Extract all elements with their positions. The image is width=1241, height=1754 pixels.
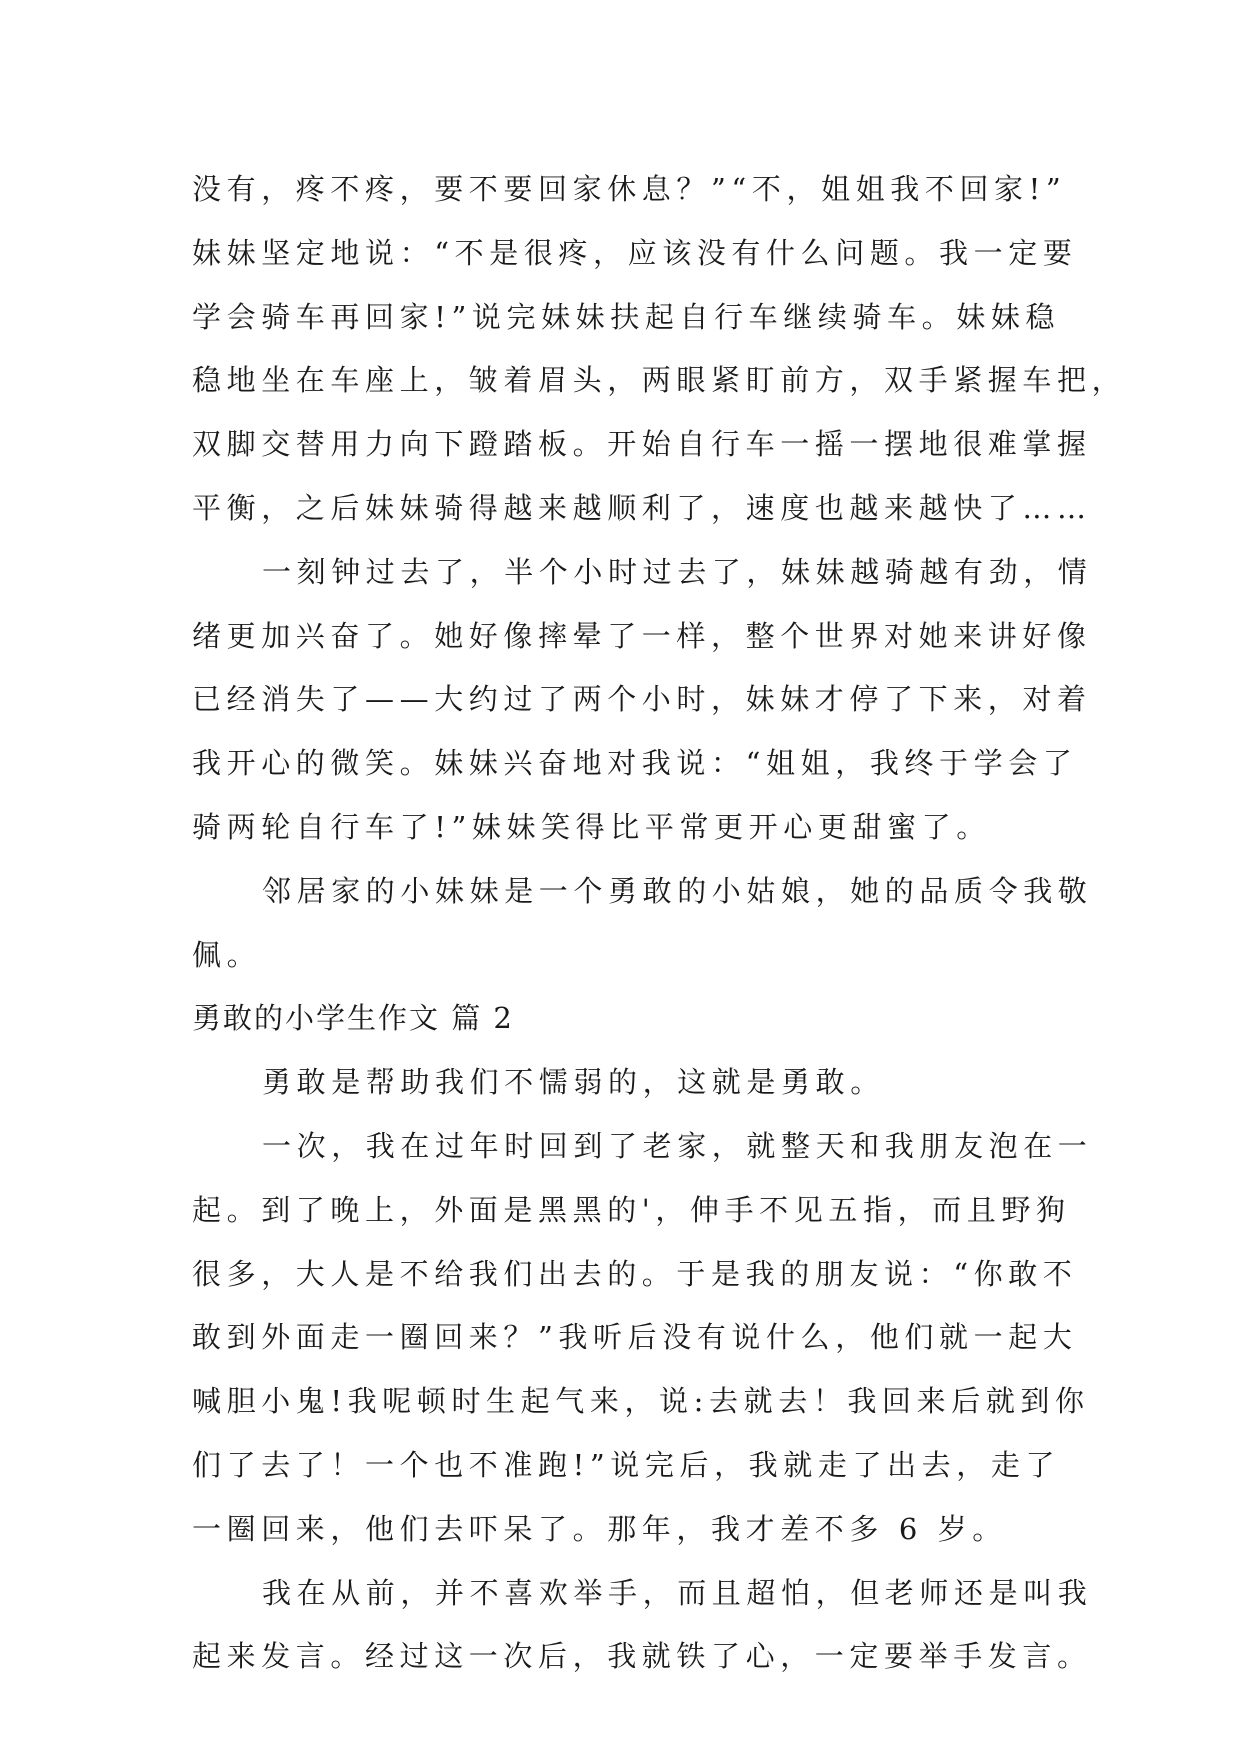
text-line: 很多，大人是不给我们出去的。于是我的朋友说：“你敢不	[192, 1256, 1078, 1291]
document-page	[192, 158, 1127, 1689]
text-line: 们了去了！一个也不准跑!”说完后，我就走了出去，走了	[192, 1447, 1061, 1482]
text-line: 妹妹坚定地说：“不是很疼，应该没有什么问题。我一定要	[192, 235, 1078, 270]
text-line: 没有，疼不疼，要不要回家休息？”“不，姐姐我不回家!”	[192, 172, 1067, 206]
document-body	[192, 158, 1127, 1689]
text-line: 平衡，之后妹妹骑得越来越顺利了，速度也越来越快了……	[192, 490, 1092, 525]
text-line: 骑两轮自行车了!”妹妹笑得比平常更开心更甜蜜了。	[192, 809, 991, 844]
text-line: 已经消失了——大约过了两个小时，妹妹才停了下来，对着	[192, 682, 1092, 717]
text-line: 学会骑车再回家!”说完妹妹扶起自行车继续骑车。妹妹稳	[192, 299, 1061, 334]
text-line: 一刻钟过去了，半个小时过去了，妹妹越骑越有劲，情	[262, 554, 1093, 589]
text-line: 邻居家的小妹妹是一个勇敢的小姑娘，她的品质令我敬	[262, 873, 1093, 908]
text-line: 佩。	[192, 937, 262, 972]
text-line: 一次，我在过年时回到了老家，就整天和我朋友泡在一	[262, 1128, 1093, 1163]
text-line: 我开心的微笑。妹妹兴奋地对我说：“姐姐，我终于学会了	[192, 746, 1078, 781]
text-line: 喊胆小鬼!我呢顿时生起气来，说:去就去！我回来后就到你	[192, 1384, 1090, 1419]
text-line: 一圈回来，他们去吓呆了。那年，我才差不多 6 岁。	[192, 1511, 1007, 1546]
text-line: 敢到外面走一圈回来？”我听后没有说什么，他们就一起大	[192, 1320, 1078, 1355]
text-line: 起来发言。经过这一次后，我就铁了心，一定要举手发言。	[192, 1639, 1092, 1674]
text-line: 稳地坐在车座上，皱着眉头，两眼紧盯前方，双手紧握车把，	[192, 363, 1127, 398]
text-line: 我在从前，并不喜欢举手，而且超怕，但老师还是叫我	[262, 1575, 1093, 1610]
text-line: 绪更加兴奋了。她好像摔晕了一样，整个世界对她来讲好像	[192, 618, 1092, 653]
text-line: 双脚交替用力向下蹬踏板。开始自行车一摇一摆地很难掌握	[192, 427, 1092, 462]
text-line: 勇敢是帮助我们不懦弱的，这就是勇敢。	[262, 1065, 885, 1100]
section-heading: 勇敢的小学生作文 篇 2	[192, 1001, 514, 1036]
text-line: 起。到了晚上，外面是黑黑的'，伸手不见五指，而且野狗	[192, 1192, 1071, 1227]
